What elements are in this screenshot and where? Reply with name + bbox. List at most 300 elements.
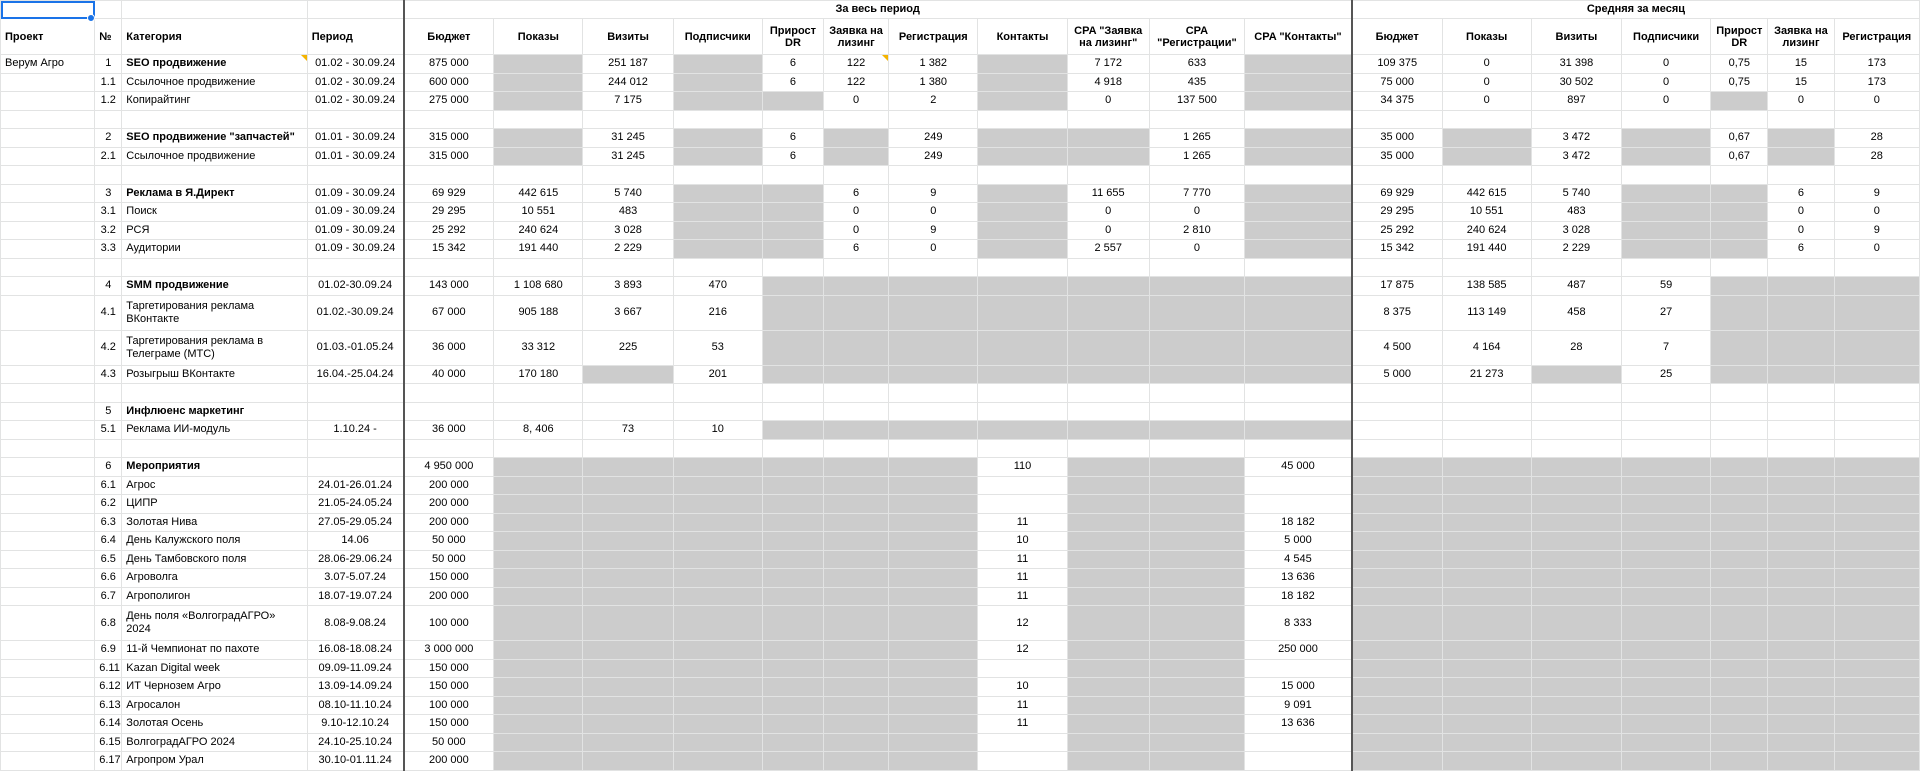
col-header-budget[interactable]: Бюджет bbox=[404, 19, 494, 55]
cell-m-reg[interactable] bbox=[1834, 458, 1919, 477]
empty-cell[interactable] bbox=[1442, 384, 1531, 403]
cell-m-dr[interactable] bbox=[1711, 659, 1768, 678]
cell-reg[interactable]: 249 bbox=[889, 147, 978, 166]
cell-contacts[interactable]: 11 bbox=[978, 587, 1067, 606]
empty-cell[interactable] bbox=[889, 110, 978, 129]
cell-m-reg[interactable] bbox=[1834, 606, 1919, 641]
empty-cell[interactable] bbox=[307, 384, 403, 403]
cell-cpa-lease[interactable] bbox=[1067, 532, 1149, 551]
cell-m-visits[interactable] bbox=[1531, 696, 1621, 715]
cell-m-dr[interactable] bbox=[1711, 641, 1768, 660]
cell-cpa-contacts[interactable] bbox=[1245, 659, 1352, 678]
cell-impr[interactable] bbox=[494, 402, 583, 421]
cell-visits[interactable]: 225 bbox=[583, 330, 673, 365]
empty-cell[interactable] bbox=[824, 258, 889, 277]
cell-m-budget[interactable] bbox=[1352, 678, 1442, 697]
cell-budget[interactable]: 100 000 bbox=[404, 696, 494, 715]
empty-cell[interactable] bbox=[494, 166, 583, 185]
cell-project[interactable] bbox=[1, 606, 95, 641]
empty-cell[interactable] bbox=[1, 258, 95, 277]
cell-m-subs[interactable] bbox=[1622, 752, 1711, 771]
cell-m-budget[interactable] bbox=[1352, 696, 1442, 715]
cell-contacts[interactable]: 11 bbox=[978, 513, 1067, 532]
cell-project[interactable] bbox=[1, 550, 95, 569]
cell-m-visits[interactable] bbox=[1531, 476, 1621, 495]
cell-m-dr[interactable] bbox=[1711, 696, 1768, 715]
cell-contacts[interactable] bbox=[978, 402, 1067, 421]
cell-m-impr[interactable]: 442 615 bbox=[1442, 184, 1531, 203]
cell-m-lease[interactable] bbox=[1768, 587, 1834, 606]
cell-m-visits[interactable]: 2 229 bbox=[1531, 240, 1621, 259]
cell-m-budget[interactable] bbox=[1352, 606, 1442, 641]
cell-impr[interactable] bbox=[494, 587, 583, 606]
cell-lease[interactable] bbox=[824, 641, 889, 660]
cell-impr[interactable]: 191 440 bbox=[494, 240, 583, 259]
cell-period[interactable]: 30.10-01.11.24 bbox=[307, 752, 403, 771]
empty-cell[interactable] bbox=[1149, 110, 1244, 129]
empty-cell[interactable] bbox=[1531, 439, 1621, 458]
empty-cell[interactable] bbox=[1711, 384, 1768, 403]
cell-period[interactable]: 01.01 - 30.09.24 bbox=[307, 147, 403, 166]
empty-cell[interactable] bbox=[95, 258, 122, 277]
cell-budget[interactable]: 36 000 bbox=[404, 421, 494, 440]
cell-m-lease[interactable] bbox=[1768, 513, 1834, 532]
cell-lease[interactable]: 0 bbox=[824, 92, 889, 111]
cell-m-subs[interactable] bbox=[1622, 641, 1711, 660]
cell-cpa-contacts[interactable] bbox=[1245, 421, 1352, 440]
cell-subs[interactable] bbox=[673, 569, 762, 588]
cell[interactable] bbox=[122, 1, 307, 19]
empty-cell[interactable] bbox=[1245, 110, 1352, 129]
cell-contacts[interactable]: 11 bbox=[978, 696, 1067, 715]
cell-subs[interactable] bbox=[673, 550, 762, 569]
cell-budget[interactable]: 29 295 bbox=[404, 203, 494, 222]
cell-num[interactable]: 6.4 bbox=[95, 532, 122, 551]
cell-project[interactable] bbox=[1, 295, 95, 330]
cell-m-budget[interactable]: 75 000 bbox=[1352, 73, 1442, 92]
cell-m-visits[interactable]: 30 502 bbox=[1531, 73, 1621, 92]
cell-cpa-contacts[interactable] bbox=[1245, 365, 1352, 384]
cell-impr[interactable]: 33 312 bbox=[494, 330, 583, 365]
cell-m-budget[interactable] bbox=[1352, 513, 1442, 532]
cell-lease[interactable] bbox=[824, 513, 889, 532]
cell-subs[interactable]: 216 bbox=[673, 295, 762, 330]
cell-impr[interactable] bbox=[494, 659, 583, 678]
cell-m-impr[interactable] bbox=[1442, 129, 1531, 148]
cell-num[interactable]: 2 bbox=[95, 129, 122, 148]
cell-m-dr[interactable]: 0,67 bbox=[1711, 129, 1768, 148]
cell-reg[interactable]: 9 bbox=[889, 221, 978, 240]
cell-m-dr[interactable]: 0,75 bbox=[1711, 73, 1768, 92]
cell-lease[interactable] bbox=[824, 532, 889, 551]
cell-m-lease[interactable] bbox=[1768, 641, 1834, 660]
cell-m-reg[interactable] bbox=[1834, 330, 1919, 365]
cell-budget[interactable]: 40 000 bbox=[404, 365, 494, 384]
cell-period[interactable]: 9.10-12.10.24 bbox=[307, 715, 403, 734]
cell-reg[interactable] bbox=[889, 421, 978, 440]
cell-visits[interactable] bbox=[583, 606, 673, 641]
cell-cpa-lease[interactable] bbox=[1067, 587, 1149, 606]
empty-cell[interactable] bbox=[1245, 258, 1352, 277]
cell-cpa-reg[interactable] bbox=[1149, 330, 1244, 365]
empty-cell[interactable] bbox=[1711, 110, 1768, 129]
cell-m-budget[interactable]: 8 375 bbox=[1352, 295, 1442, 330]
cell-lease[interactable] bbox=[824, 295, 889, 330]
cell-subs[interactable] bbox=[673, 458, 762, 477]
cell-visits[interactable] bbox=[583, 476, 673, 495]
cell-lease[interactable] bbox=[824, 752, 889, 771]
cell-m-budget[interactable]: 35 000 bbox=[1352, 129, 1442, 148]
cell-dr[interactable] bbox=[762, 733, 823, 752]
cell-m-reg[interactable]: 9 bbox=[1834, 221, 1919, 240]
cell-cpa-lease[interactable] bbox=[1067, 365, 1149, 384]
cell-m-impr[interactable] bbox=[1442, 402, 1531, 421]
cell-dr[interactable] bbox=[762, 495, 823, 514]
cell-cpa-reg[interactable] bbox=[1149, 659, 1244, 678]
cell-num[interactable]: 4.1 bbox=[95, 295, 122, 330]
cell-cpa-lease[interactable] bbox=[1067, 476, 1149, 495]
cell-project[interactable] bbox=[1, 203, 95, 222]
cell-cpa-lease[interactable]: 7 172 bbox=[1067, 55, 1149, 74]
cell-m-lease[interactable]: 0 bbox=[1768, 221, 1834, 240]
empty-cell[interactable] bbox=[1, 166, 95, 185]
cell-cpa-lease[interactable] bbox=[1067, 715, 1149, 734]
cell-budget[interactable]: 50 000 bbox=[404, 550, 494, 569]
cell-cat[interactable]: Копирайтинг bbox=[122, 92, 307, 111]
cell-m-lease[interactable] bbox=[1768, 696, 1834, 715]
empty-cell[interactable] bbox=[583, 439, 673, 458]
cell-impr[interactable] bbox=[494, 476, 583, 495]
cell-lease[interactable] bbox=[824, 129, 889, 148]
cell-cpa-reg[interactable] bbox=[1149, 550, 1244, 569]
col-header-project[interactable]: Проект bbox=[1, 19, 95, 55]
cell-visits[interactable]: 251 187 bbox=[583, 55, 673, 74]
empty-cell[interactable] bbox=[1622, 439, 1711, 458]
cell-impr[interactable]: 442 615 bbox=[494, 184, 583, 203]
cell-subs[interactable] bbox=[673, 696, 762, 715]
cell-period[interactable]: 01.09 - 30.09.24 bbox=[307, 221, 403, 240]
cell-num[interactable]: 3.2 bbox=[95, 221, 122, 240]
empty-cell[interactable] bbox=[122, 110, 307, 129]
empty-cell[interactable] bbox=[1067, 258, 1149, 277]
col-header-monthly-dr-growth[interactable]: Прирост DR bbox=[1711, 19, 1768, 55]
cell-cpa-lease[interactable] bbox=[1067, 606, 1149, 641]
cell-m-visits[interactable] bbox=[1531, 495, 1621, 514]
cell-lease[interactable] bbox=[824, 476, 889, 495]
cell-m-lease[interactable] bbox=[1768, 295, 1834, 330]
cell-m-budget[interactable]: 15 342 bbox=[1352, 240, 1442, 259]
cell-budget[interactable]: 875 000 bbox=[404, 55, 494, 74]
empty-cell[interactable] bbox=[1, 439, 95, 458]
cell-cpa-reg[interactable] bbox=[1149, 733, 1244, 752]
cell-contacts[interactable] bbox=[978, 733, 1067, 752]
cell-budget[interactable]: 200 000 bbox=[404, 587, 494, 606]
cell-budget[interactable]: 315 000 bbox=[404, 129, 494, 148]
cell-project[interactable] bbox=[1, 752, 95, 771]
cell-cpa-lease[interactable] bbox=[1067, 295, 1149, 330]
cell-m-visits[interactable]: 3 472 bbox=[1531, 129, 1621, 148]
cell-period[interactable]: 01.09 - 30.09.24 bbox=[307, 203, 403, 222]
cell-reg[interactable]: 0 bbox=[889, 203, 978, 222]
cell-budget[interactable]: 200 000 bbox=[404, 752, 494, 771]
cell-contacts[interactable] bbox=[978, 495, 1067, 514]
cell-reg[interactable] bbox=[889, 476, 978, 495]
cell-m-visits[interactable] bbox=[1531, 659, 1621, 678]
cell-m-reg[interactable] bbox=[1834, 678, 1919, 697]
cell-lease[interactable] bbox=[824, 147, 889, 166]
empty-cell[interactable] bbox=[95, 166, 122, 185]
cell-budget[interactable]: 100 000 bbox=[404, 606, 494, 641]
cell-num[interactable]: 4 bbox=[95, 277, 122, 296]
empty-cell[interactable] bbox=[978, 384, 1067, 403]
cell-m-lease[interactable] bbox=[1768, 330, 1834, 365]
cell-cpa-lease[interactable] bbox=[1067, 752, 1149, 771]
cell-cpa-contacts[interactable] bbox=[1245, 495, 1352, 514]
cell-cpa-contacts[interactable]: 45 000 bbox=[1245, 458, 1352, 477]
cell-period[interactable]: 16.04.-25.04.24 bbox=[307, 365, 403, 384]
empty-cell[interactable] bbox=[1768, 110, 1834, 129]
cell-subs[interactable] bbox=[673, 606, 762, 641]
cell-cpa-contacts[interactable] bbox=[1245, 55, 1352, 74]
cell-reg[interactable] bbox=[889, 678, 978, 697]
cell-project[interactable] bbox=[1, 147, 95, 166]
cell-period[interactable]: 16.08-18.08.24 bbox=[307, 641, 403, 660]
cell-contacts[interactable] bbox=[978, 129, 1067, 148]
cell-m-visits[interactable] bbox=[1531, 569, 1621, 588]
empty-cell[interactable] bbox=[762, 439, 823, 458]
cell-m-reg[interactable] bbox=[1834, 365, 1919, 384]
cell-dr[interactable] bbox=[762, 641, 823, 660]
cell-reg[interactable] bbox=[889, 715, 978, 734]
cell-impr[interactable] bbox=[494, 696, 583, 715]
cell-cat[interactable]: Золотая Нива bbox=[122, 513, 307, 532]
empty-cell[interactable] bbox=[1711, 258, 1768, 277]
cell-m-budget[interactable]: 34 375 bbox=[1352, 92, 1442, 111]
cell-contacts[interactable] bbox=[978, 476, 1067, 495]
cell-period[interactable] bbox=[307, 458, 403, 477]
cell-m-impr[interactable] bbox=[1442, 678, 1531, 697]
cell-lease[interactable] bbox=[824, 733, 889, 752]
cell-impr[interactable] bbox=[494, 715, 583, 734]
cell-impr[interactable] bbox=[494, 458, 583, 477]
cell-lease[interactable] bbox=[824, 330, 889, 365]
cell-m-reg[interactable] bbox=[1834, 295, 1919, 330]
cell-m-budget[interactable] bbox=[1352, 752, 1442, 771]
cell-m-dr[interactable] bbox=[1711, 678, 1768, 697]
cell-visits[interactable] bbox=[583, 458, 673, 477]
cell-m-subs[interactable] bbox=[1622, 240, 1711, 259]
cell-m-subs[interactable] bbox=[1622, 532, 1711, 551]
cell-m-lease[interactable] bbox=[1768, 606, 1834, 641]
empty-cell[interactable] bbox=[889, 258, 978, 277]
cell-cpa-reg[interactable]: 7 770 bbox=[1149, 184, 1244, 203]
cell-subs[interactable] bbox=[673, 495, 762, 514]
col-header-monthly-leasing-request[interactable]: Заявка на лизинг bbox=[1768, 19, 1834, 55]
cell-dr[interactable]: 6 bbox=[762, 129, 823, 148]
empty-cell[interactable] bbox=[824, 166, 889, 185]
cell-project[interactable] bbox=[1, 277, 95, 296]
cell-cat[interactable]: Ссылочное продвижение bbox=[122, 147, 307, 166]
cell-period[interactable]: 24.01-26.01.24 bbox=[307, 476, 403, 495]
cell-dr[interactable] bbox=[762, 184, 823, 203]
cell-m-subs[interactable] bbox=[1622, 221, 1711, 240]
cell-subs[interactable] bbox=[673, 221, 762, 240]
cell-m-visits[interactable]: 3 028 bbox=[1531, 221, 1621, 240]
cell-dr[interactable] bbox=[762, 587, 823, 606]
cell-m-impr[interactable] bbox=[1442, 513, 1531, 532]
cell-dr[interactable]: 6 bbox=[762, 147, 823, 166]
cell-m-lease[interactable] bbox=[1768, 569, 1834, 588]
cell-num[interactable]: 6.6 bbox=[95, 569, 122, 588]
cell-lease[interactable]: 122 bbox=[824, 73, 889, 92]
cell-impr[interactable] bbox=[494, 513, 583, 532]
cell-num[interactable]: 6.8 bbox=[95, 606, 122, 641]
empty-cell[interactable] bbox=[307, 110, 403, 129]
cell-cat[interactable]: ЦИПР bbox=[122, 495, 307, 514]
cell-dr[interactable] bbox=[762, 221, 823, 240]
col-header-cpa-contacts[interactable]: CPA "Контакты" bbox=[1245, 19, 1352, 55]
empty-cell[interactable] bbox=[1352, 110, 1442, 129]
cell-reg[interactable] bbox=[889, 659, 978, 678]
cell-budget[interactable]: 15 342 bbox=[404, 240, 494, 259]
col-header-contacts[interactable]: Контакты bbox=[978, 19, 1067, 55]
selection-fill-handle[interactable] bbox=[87, 14, 95, 22]
cell-cpa-lease[interactable] bbox=[1067, 733, 1149, 752]
cell-budget[interactable]: 4 950 000 bbox=[404, 458, 494, 477]
empty-cell[interactable] bbox=[307, 166, 403, 185]
cell-cpa-reg[interactable]: 1 265 bbox=[1149, 129, 1244, 148]
cell-m-dr[interactable] bbox=[1711, 92, 1768, 111]
cell-num[interactable]: 6.9 bbox=[95, 641, 122, 660]
cell-m-lease[interactable] bbox=[1768, 550, 1834, 569]
cell-m-subs[interactable] bbox=[1622, 678, 1711, 697]
cell-project[interactable] bbox=[1, 92, 95, 111]
cell-contacts[interactable] bbox=[978, 92, 1067, 111]
cell-contacts[interactable] bbox=[978, 55, 1067, 74]
cell-period[interactable]: 08.10-11.10.24 bbox=[307, 696, 403, 715]
cell-period[interactable]: 01.02 - 30.09.24 bbox=[307, 92, 403, 111]
cell-num[interactable]: 5 bbox=[95, 402, 122, 421]
cell-m-visits[interactable] bbox=[1531, 402, 1621, 421]
empty-cell[interactable] bbox=[122, 439, 307, 458]
cell-project[interactable] bbox=[1, 696, 95, 715]
cell-m-subs[interactable] bbox=[1622, 715, 1711, 734]
cell-contacts[interactable] bbox=[978, 295, 1067, 330]
cell-m-reg[interactable]: 0 bbox=[1834, 240, 1919, 259]
cell-cpa-reg[interactable] bbox=[1149, 715, 1244, 734]
cell-m-budget[interactable]: 5 000 bbox=[1352, 365, 1442, 384]
cell-subs[interactable]: 201 bbox=[673, 365, 762, 384]
cell-cpa-reg[interactable] bbox=[1149, 495, 1244, 514]
cell-contacts[interactable] bbox=[978, 147, 1067, 166]
cell-reg[interactable] bbox=[889, 513, 978, 532]
cell-cpa-reg[interactable] bbox=[1149, 587, 1244, 606]
empty-cell[interactable] bbox=[95, 384, 122, 403]
cell-impr[interactable]: 905 188 bbox=[494, 295, 583, 330]
cell-contacts[interactable]: 11 bbox=[978, 569, 1067, 588]
cell-m-dr[interactable] bbox=[1711, 295, 1768, 330]
cell-impr[interactable] bbox=[494, 678, 583, 697]
cell-cat[interactable]: Реклама в Я.Директ bbox=[122, 184, 307, 203]
cell-dr[interactable] bbox=[762, 92, 823, 111]
cell-m-budget[interactable]: 4 500 bbox=[1352, 330, 1442, 365]
cell-project[interactable] bbox=[1, 240, 95, 259]
cell-dr[interactable] bbox=[762, 476, 823, 495]
cell-m-budget[interactable] bbox=[1352, 641, 1442, 660]
cell-budget[interactable]: 150 000 bbox=[404, 569, 494, 588]
cell-m-lease[interactable]: 6 bbox=[1768, 184, 1834, 203]
cell-project[interactable] bbox=[1, 678, 95, 697]
cell-lease[interactable]: 122 bbox=[824, 55, 889, 74]
cell-cpa-reg[interactable] bbox=[1149, 696, 1244, 715]
cell-m-lease[interactable] bbox=[1768, 277, 1834, 296]
cell-m-impr[interactable] bbox=[1442, 495, 1531, 514]
cell-m-subs[interactable] bbox=[1622, 184, 1711, 203]
empty-cell[interactable] bbox=[583, 166, 673, 185]
cell-visits[interactable] bbox=[583, 733, 673, 752]
cell-period[interactable]: 01.02.-30.09.24 bbox=[307, 295, 403, 330]
cell-m-impr[interactable] bbox=[1442, 458, 1531, 477]
cell-m-dr[interactable] bbox=[1711, 569, 1768, 588]
empty-cell[interactable] bbox=[1622, 166, 1711, 185]
cell-m-subs[interactable] bbox=[1622, 696, 1711, 715]
cell-num[interactable]: 6.13 bbox=[95, 696, 122, 715]
cell-cat[interactable]: Kazan Digital week bbox=[122, 659, 307, 678]
cell-cpa-reg[interactable]: 633 bbox=[1149, 55, 1244, 74]
cell-cpa-lease[interactable]: 0 bbox=[1067, 203, 1149, 222]
cell-m-impr[interactable] bbox=[1442, 606, 1531, 641]
cell-reg[interactable] bbox=[889, 550, 978, 569]
cell-period[interactable]: 14.06 bbox=[307, 532, 403, 551]
cell-m-reg[interactable] bbox=[1834, 402, 1919, 421]
cell-dr[interactable] bbox=[762, 330, 823, 365]
cell-m-dr[interactable] bbox=[1711, 402, 1768, 421]
cell-dr[interactable]: 6 bbox=[762, 73, 823, 92]
empty-cell[interactable] bbox=[824, 439, 889, 458]
cell-cat[interactable]: Агрополигон bbox=[122, 587, 307, 606]
cell-m-subs[interactable] bbox=[1622, 550, 1711, 569]
cell-reg[interactable] bbox=[889, 365, 978, 384]
cell-m-lease[interactable] bbox=[1768, 129, 1834, 148]
cell-project[interactable] bbox=[1, 330, 95, 365]
cell-m-visits[interactable] bbox=[1531, 606, 1621, 641]
cell-cpa-reg[interactable] bbox=[1149, 402, 1244, 421]
cell-budget[interactable]: 50 000 bbox=[404, 733, 494, 752]
col-header-dr-growth[interactable]: Прирост DR bbox=[762, 19, 823, 55]
cell-m-lease[interactable] bbox=[1768, 532, 1834, 551]
cell-m-reg[interactable] bbox=[1834, 421, 1919, 440]
cell-cpa-reg[interactable] bbox=[1149, 569, 1244, 588]
cell-cpa-contacts[interactable] bbox=[1245, 402, 1352, 421]
empty-cell[interactable] bbox=[1352, 166, 1442, 185]
cell-impr[interactable]: 10 551 bbox=[494, 203, 583, 222]
cell-cpa-reg[interactable] bbox=[1149, 476, 1244, 495]
cell-m-lease[interactable] bbox=[1768, 476, 1834, 495]
cell[interactable] bbox=[95, 1, 122, 19]
cell-impr[interactable]: 240 624 bbox=[494, 221, 583, 240]
cell-project[interactable] bbox=[1, 184, 95, 203]
cell-cpa-lease[interactable] bbox=[1067, 659, 1149, 678]
cell-reg[interactable] bbox=[889, 402, 978, 421]
cell-project[interactable] bbox=[1, 73, 95, 92]
empty-cell[interactable] bbox=[1245, 439, 1352, 458]
cell-m-reg[interactable] bbox=[1834, 641, 1919, 660]
cell-cpa-contacts[interactable]: 9 091 bbox=[1245, 696, 1352, 715]
cell-num[interactable]: 6.14 bbox=[95, 715, 122, 734]
cell-budget[interactable]: 150 000 bbox=[404, 715, 494, 734]
cell-cpa-contacts[interactable]: 18 182 bbox=[1245, 513, 1352, 532]
cell-cat[interactable]: Агросалон bbox=[122, 696, 307, 715]
